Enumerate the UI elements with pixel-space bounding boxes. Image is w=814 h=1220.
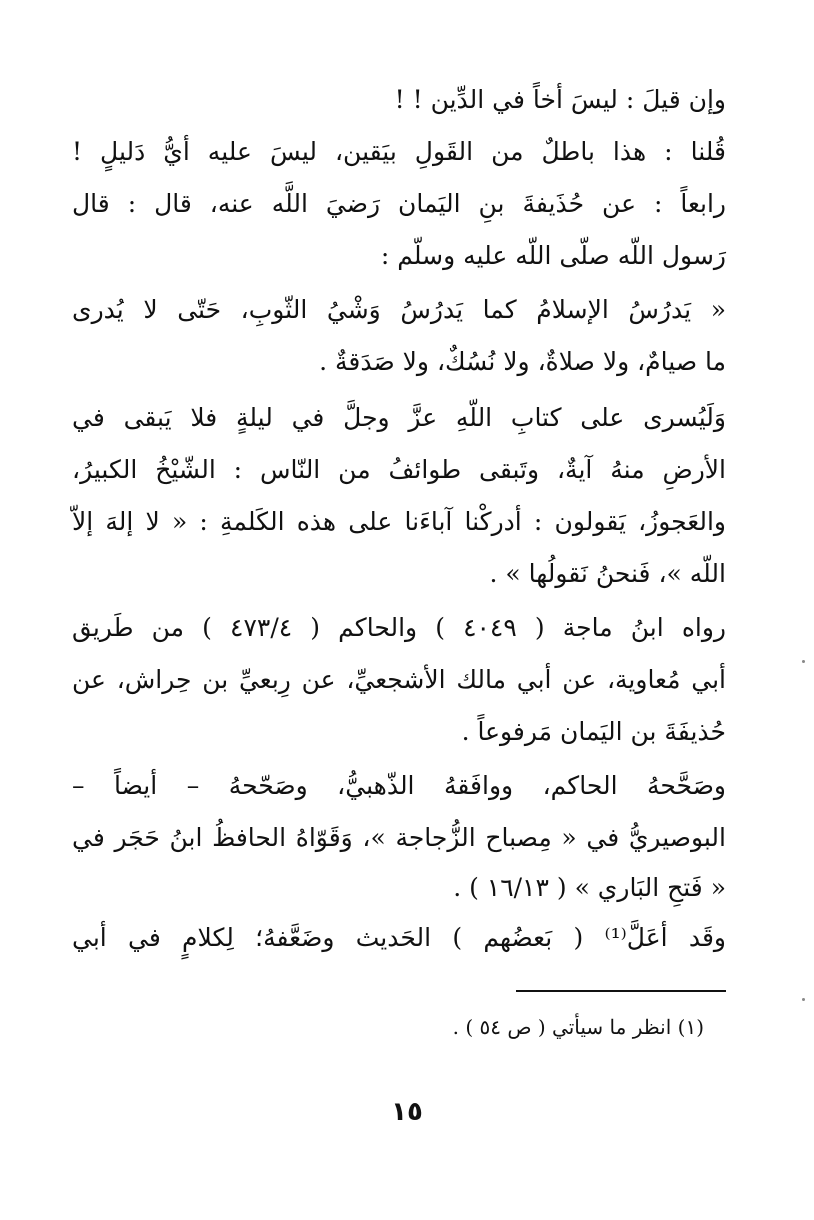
footnote-divider (516, 990, 726, 992)
text-line-10: اللّه »، فَنحنُ نَقولُها » . (489, 559, 726, 588)
page-number: ١٥ (391, 1097, 423, 1127)
text-line-13: حُذيفَةَ بن اليَمان مَرفوعاً . (461, 717, 726, 746)
text-line-8: الأرضِ منهُ آيةٌ، وتَبقى طوائفُ من النّاس : الشّيْخُ الكبيرُ، (72, 455, 726, 484)
text-line-11: رواه ابنُ ماجة ( ٤٠٤٩ ) والحاكم ( ٤٧٣/٤ ) من طَريق (72, 613, 727, 642)
text-line-1: وإن قيلَ : ليسَ أخاً في الدِّين ! ! (394, 85, 726, 114)
text-line-12: أبي مُعاوية، عن أبي مالك الأشجعيِّ، عن رِبعيِّ بن حِراش، عن (72, 665, 726, 694)
footnote: (١) انظر ما سيأتي ( ص ٥٤ ) . (452, 1015, 704, 1039)
text-line-3: رابعاً : عن حُذَيفةَ بنِ اليَمان رَضيَ اللَّه عنه، قال : قال (72, 189, 726, 218)
scan-speck (802, 660, 805, 663)
scan-speck (802, 998, 805, 1001)
text-line-4: رَسول اللّه صلّى اللّه عليه وسلّم : (380, 241, 726, 270)
text-line-5: « يَدرُسُ الإسلامُ كما يَدرُسُ وَشْيُ الثّوبِ، حَتّى لا يُدرى (72, 295, 726, 324)
text-line-6: ما صيامٌ، ولا صلاةٌ، ولا نُسُكٌ، ولا صَدَقةٌ . (319, 347, 726, 376)
text-line-7: وَلَيُسرى على كتابِ اللّهِ عزَّ وجلَّ في ليلةٍ فلا يَبقى في (72, 403, 726, 432)
text-line-15: البوصيريُّ في « مِصباح الزُّجاجة »، وَقَوّاهُ الحافظُ ابنُ حَجَر في (72, 823, 726, 852)
text-line-9: والعَجوزُ، يَقولون : أدركْنا آباءَنا على هذه الكَلمةِ : « لا إلهَ إلاّ (72, 507, 726, 536)
text-line-2: قُلنا : هذا باطلٌ من القَولِ بيَقين، ليسَ عليه أيُّ دَليلٍ ! (72, 137, 726, 166)
text-line-16: « فَتحِ البَاري » ( ١٦/١٣ ) . (453, 873, 726, 902)
text-line-14: وصَحَّحهُ الحاكم، ووافَقهُ الذّهبيُّ، وصَحّحهُ – أيضاً – (72, 771, 726, 800)
text-line-17: وقَد أعَلَّ⁽¹⁾ ( بَعضُهم ) الحَديث وضَعَّفهُ؛ لِكلامٍ في أبي (72, 923, 726, 952)
